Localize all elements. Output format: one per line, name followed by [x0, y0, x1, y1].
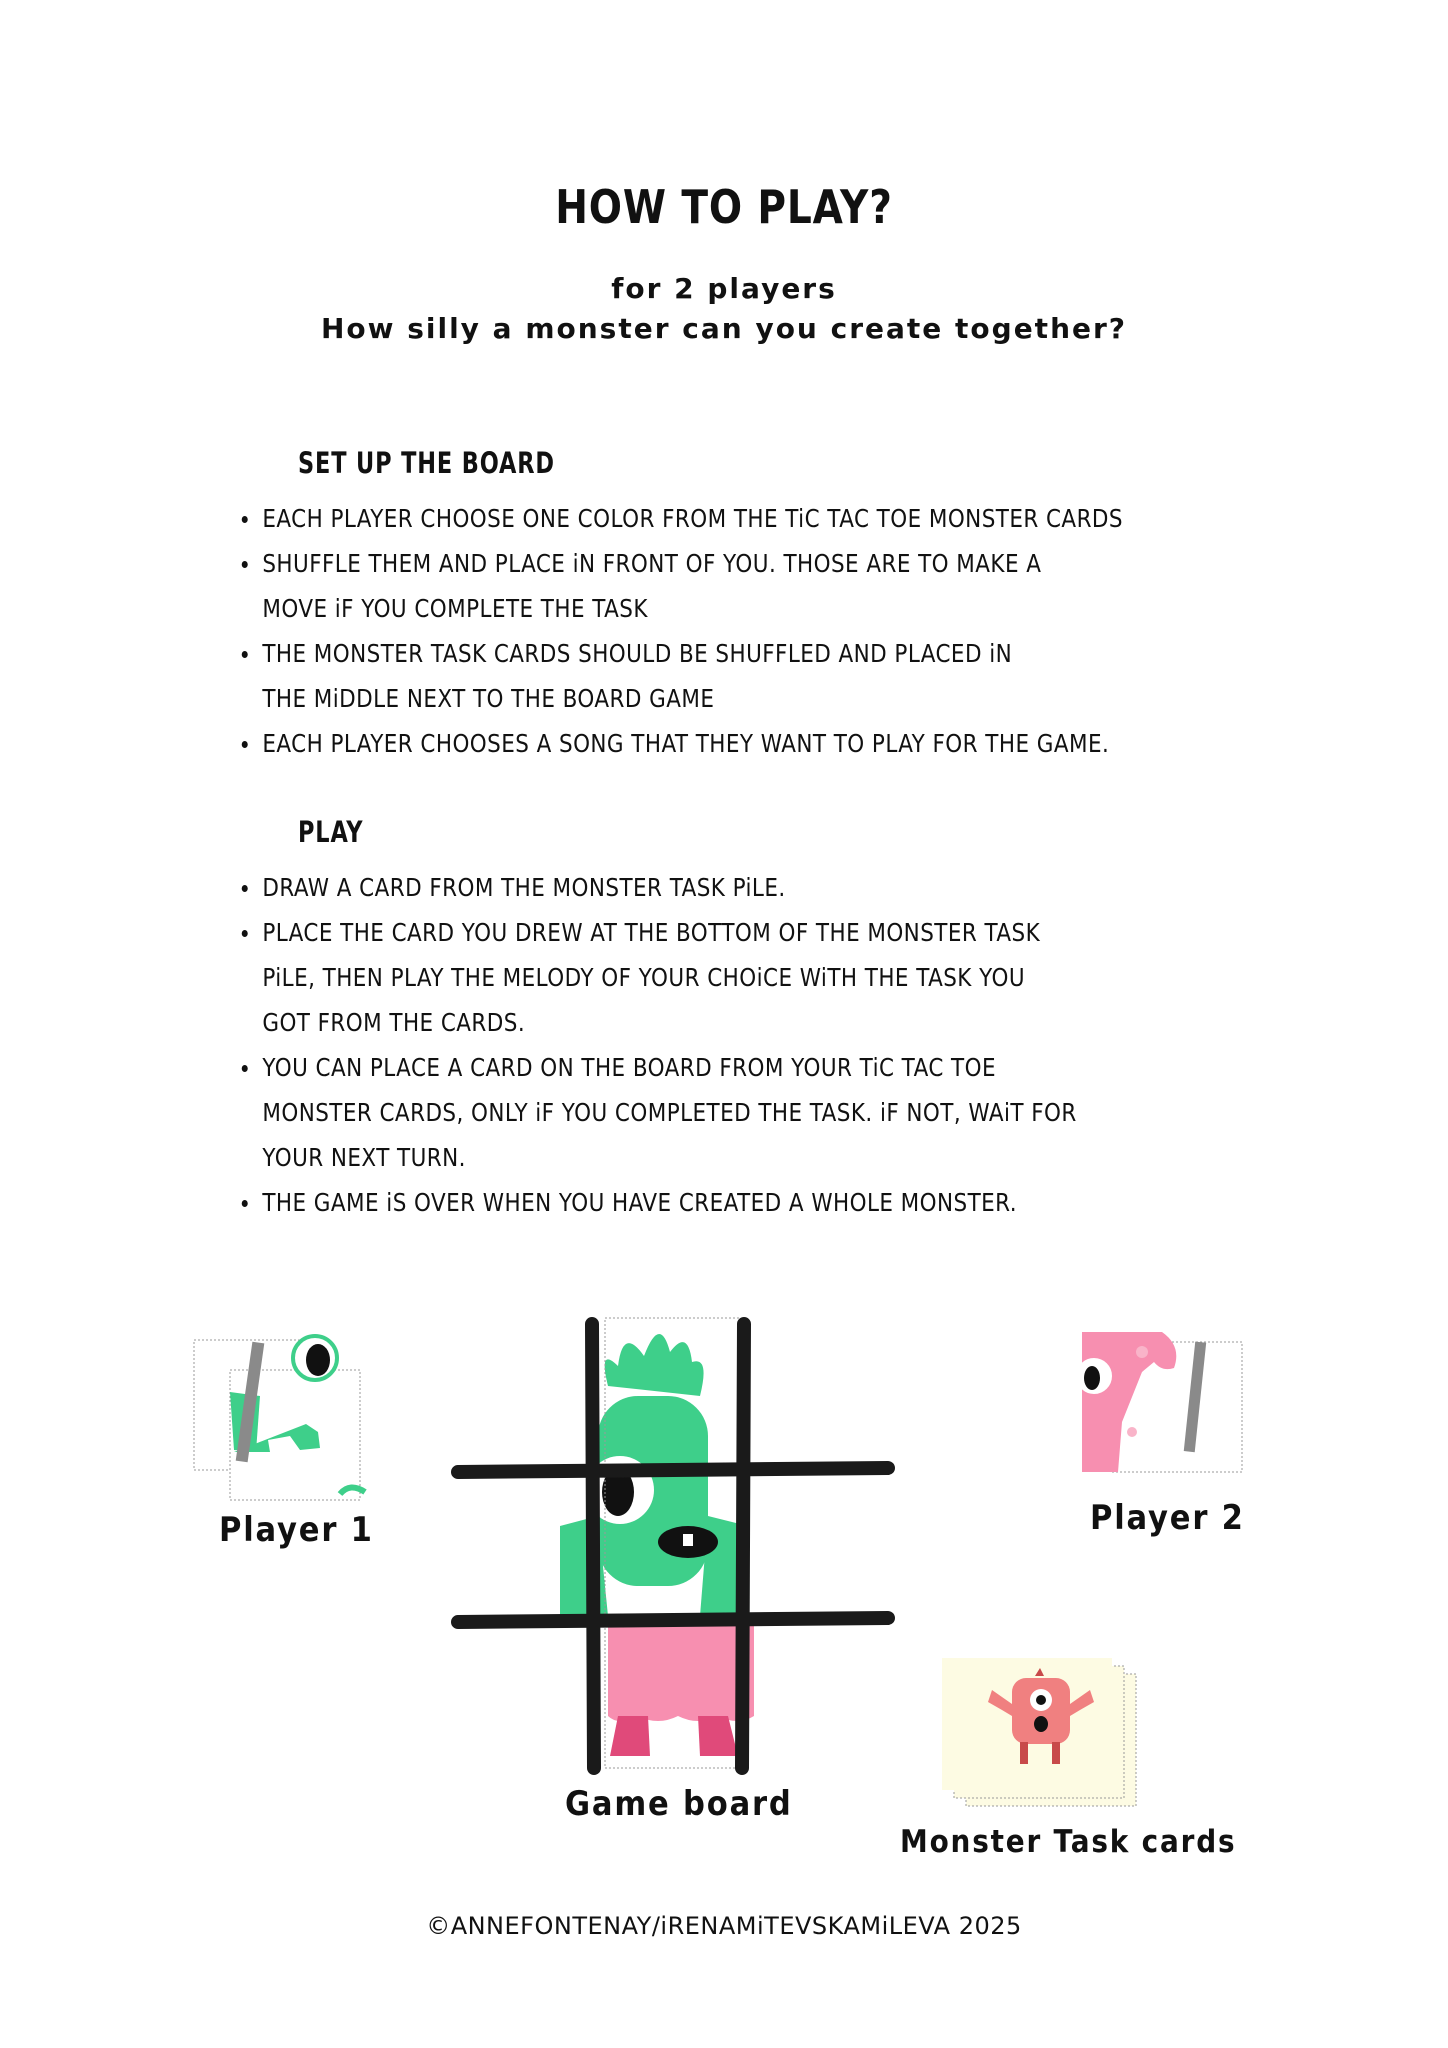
list-item: THE MONSTER TASK CARDS SHOULD BE SHUFFLED AND PLACED iN THE MiDDLE NEXT TO THE BOARD GAME [240, 631, 1054, 721]
player1-label: Player 1 [219, 1510, 374, 1550]
player-count: for 2 players [611, 272, 837, 305]
copyright-footer: ©ANNEFONTENAY/iRENAMiTEVSKAMiLEVA 2025 [426, 1912, 1022, 1940]
player2-cards-illustration [1082, 1332, 1262, 1502]
play-heading: PLAY [298, 815, 364, 849]
game-board-illustration [448, 1316, 898, 1776]
play-list [240, 865, 1240, 1225]
list-item: SHUFFLE THEM AND PLACE iN FRONT OF YOU. THOSE ARE TO MAKE A MOVE iF YOU COMPLETE THE TASK [240, 541, 1054, 631]
page-title: HOW TO PLAY? [555, 180, 893, 234]
task-cards-label: Monster Task cards [900, 1824, 1237, 1860]
tagline: How silly a monster can you create together? [320, 312, 1128, 345]
setup-heading: SET UP THE BOARD [298, 446, 555, 480]
list-item: THE GAME iS OVER WHEN YOU HAVE CREATED A WHOLE MONSTER. [240, 1180, 1226, 1225]
list-item: YOU CAN PLACE A CARD ON THE BOARD FROM YOUR TiC TAC TOE MONSTER CARDS, ONLY iF YOU COMPLETED THE TASK. iF NOT, WAiT FOR YOUR NEXT TURN. [240, 1045, 1079, 1180]
list-item: EACH PLAYER CHOOSE ONE COLOR FROM THE TiC TAC TOE MONSTER CARDS [240, 496, 1226, 541]
list-item: EACH PLAYER CHOOSES A SONG THAT THEY WANT TO PLAY FOR THE GAME. [240, 721, 1226, 766]
player2-label: Player 2 [1090, 1498, 1245, 1538]
game-board-label: Game board [565, 1784, 793, 1824]
list-item: PLACE THE CARD YOU DREW AT THE BOTTOM OF THE MONSTER TASK PiLE, THEN PLAY THE MELODY OF YOUR CHOiCE WiTH THE TASK YOU GOT FROM THE CARDS. [240, 910, 1079, 1045]
task-cards-illustration [940, 1654, 1140, 1814]
setup-list [240, 496, 1240, 766]
list-item: DRAW A CARD FROM THE MONSTER TASK PiLE. [240, 865, 1226, 910]
player1-cards-illustration [190, 1332, 370, 1502]
